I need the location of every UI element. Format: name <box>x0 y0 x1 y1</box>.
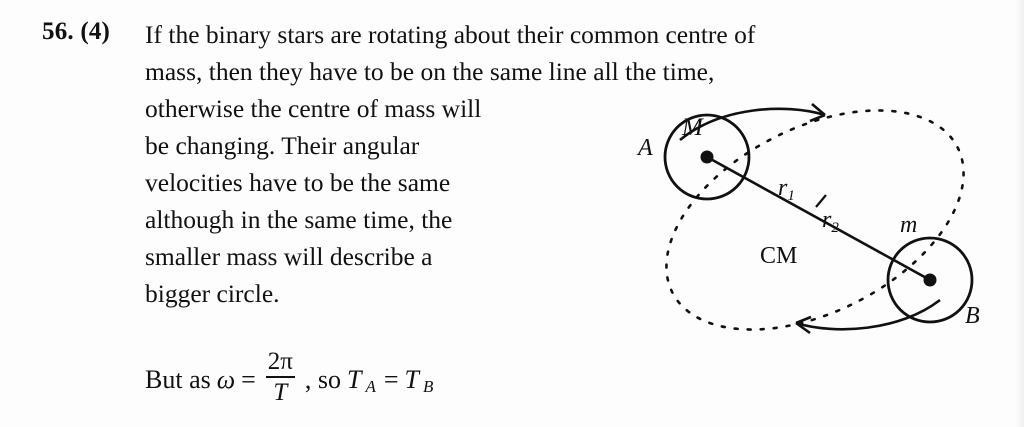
label-r1 <box>778 175 795 202</box>
body-line: velocities have to be the same <box>145 168 451 197</box>
formula-line <box>145 348 435 408</box>
body-line: although in the same time, the <box>145 205 453 234</box>
binary-star-diagram <box>610 95 1020 345</box>
fraction-bar <box>266 376 295 378</box>
label-CM: CM <box>760 243 798 269</box>
label-r2-base: r <box>822 207 832 233</box>
mass-m-center-dot <box>924 274 937 287</box>
equals-sign-2: = <box>383 365 399 394</box>
so-text: , so <box>304 365 342 394</box>
omega-symbol: ω <box>216 365 236 394</box>
label-B: B <box>965 303 980 329</box>
body-line: mass, then they have to be on the same line all the time, <box>145 57 715 86</box>
question-number <box>42 18 110 46</box>
period-T-A: T <box>347 365 362 394</box>
formula-prefix: But as <box>145 365 211 394</box>
label-A: A <box>638 135 653 161</box>
body-line: If the binary stars are rotating about their common centre of <box>145 20 756 49</box>
label-r1-base: r <box>778 175 788 201</box>
page-edge-shadow <box>1016 0 1024 427</box>
period-T-B-subscript: B <box>423 377 434 396</box>
body-line: be changing. Their angular <box>145 131 420 160</box>
period-T-B: T <box>404 365 420 394</box>
body-line: otherwise the centre of mass will <box>145 94 482 123</box>
body-line: smaller mass will describe a <box>145 242 433 271</box>
label-r2 <box>822 207 839 234</box>
question-marks: (4) <box>80 18 111 45</box>
diagram-svg <box>610 95 1020 345</box>
line-of-centres <box>707 157 930 280</box>
label-r2-subscript: 2 <box>831 220 839 236</box>
fraction-denominator: T <box>273 379 288 406</box>
question-number-text: 56. <box>42 18 74 45</box>
mass-M-center-dot <box>701 151 714 164</box>
cm-tick <box>816 195 826 207</box>
label-M: M <box>682 114 703 141</box>
period-T-A-subscript: A <box>365 377 376 396</box>
fraction-numerator: 2π <box>267 348 293 375</box>
equals-sign: = <box>241 365 256 394</box>
fraction-2pi-over-T <box>266 350 295 406</box>
orbit-arc-bottom <box>796 300 940 329</box>
body-line: bigger circle. <box>145 279 280 308</box>
label-m: m <box>900 212 918 238</box>
label-r1-subscript: 1 <box>787 188 795 204</box>
